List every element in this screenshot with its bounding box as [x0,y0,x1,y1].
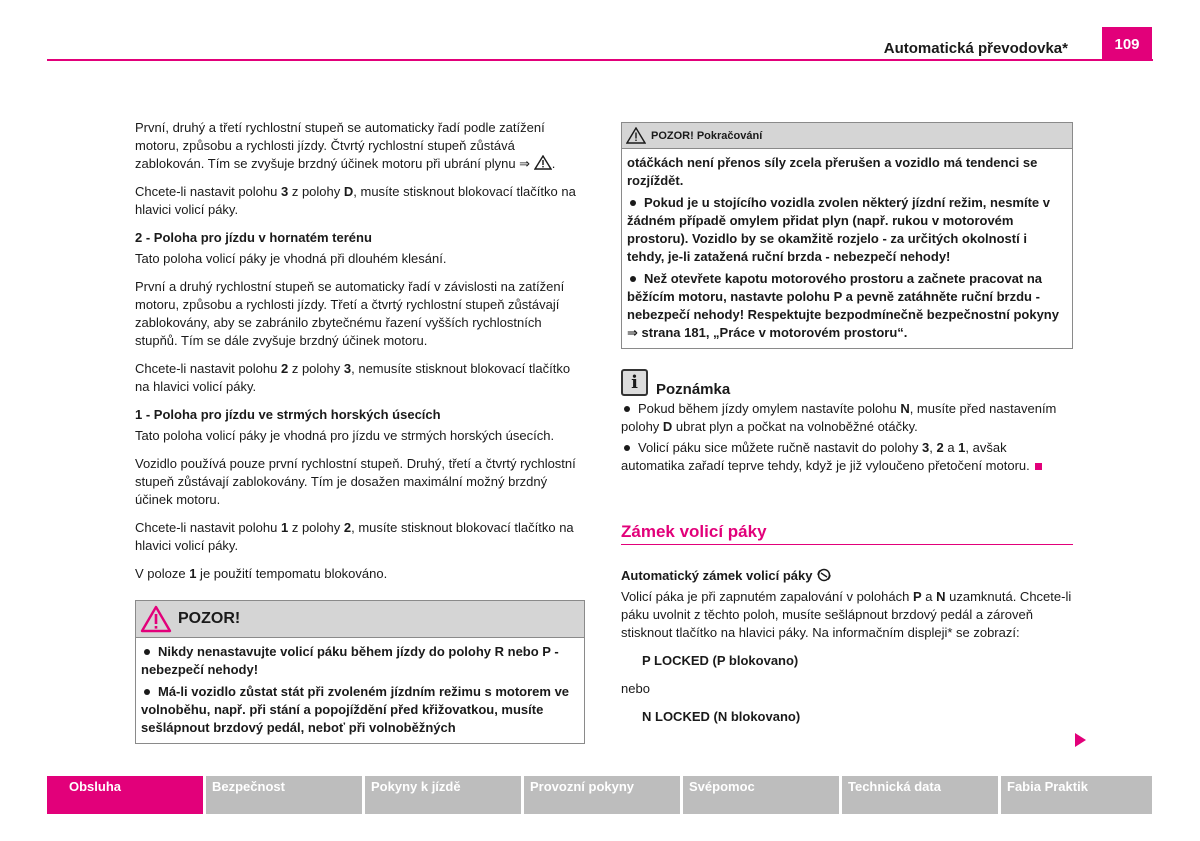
nav-tab-provozni-pokyny[interactable]: Provozní pokyny [524,776,680,814]
footer-nav [47,776,1152,814]
warning-box [135,600,585,744]
section-heading: Zámek volicí páky [621,523,1073,545]
subheading-lock: Automatický zámek volicí páky [621,567,1073,585]
subheading-position-2: 2 - Poloha pro jízdu v hornatém terénu [135,230,372,245]
left-column [135,119,585,744]
note-item: Pokud během jízdy omylem nastavíte polohu N, musíte před nastavením polohy D ubrat plyn a počkat na volnoběžné otáčky. [621,401,1057,434]
warning-box-header [622,123,1072,149]
paragraph: V poloze 1 je použití tempomatu blokováno. [135,566,388,581]
warning-box-continued [621,122,1073,349]
paragraph: Tato poloha volicí páky je vhodná při dlouhém klesání. [135,251,447,266]
warning-item: Má-li vozidlo zůstat stát při zvoleném jízdním režimu s motorem ve volnoběhu, např. při stání a popojíždění před křižovatkou, musíte sešlápnout brzdový pedál, neboť při volnoběžných [141,684,570,735]
warning-triangle-icon [534,155,552,170]
paragraph: Chcete-li nastavit polohu 2 z polohy 3, nemusíte stisknout blokovací tlačítko na hlavici volicí páky. [135,361,571,394]
warning-triangle-icon [140,605,172,633]
warning-item: Pokud je u stojícího vozidla zvolen některý jízdní režim, nesmíte v žádném případě omylem přidat plyn (např. rukou v motorovém prostoru). Vozidlo by se okamžitě rozjelo - za určitých okolností i tehdy, je-li zatažená ruční brzda - nebezpečí nehody! [627,195,1050,264]
page-number: 109 [1102,27,1152,61]
info-note-icon: i [621,369,648,396]
paragraph: První a druhý rychlostní stupeň se automaticky řadí v závislosti na zatížení motoru, způsobu a rychlosti jízdy. Třetí a čtvrtý rychlostní stupeň zůstávají zablokovány, aby se zabránilo zbytečnému řazení vyšších rychlostních stupňů. Tím se dále zvyšuje brzdný účinek motoru. [135,279,565,348]
lock-icon [816,568,832,582]
warning-title: POZOR! [178,610,241,627]
page-header-title: Automatická převodovka* [883,40,1068,57]
paragraph: Volicí páka je při zapnutém zapalování v polohách P a N uzamknutá. Chcete-li páku uvolnit z těchto poloh, musíte sešlápnout brzdový pedál a zároveň stisknout tlačítko na hlavici páky. Na informačním displeji* se zobrazí: [621,589,1072,640]
nav-tab-bezpecnost[interactable]: Bezpečnost [206,776,362,814]
display-message-n: N LOCKED (N blokovano) [642,709,801,724]
subheading-position-1: 1 - Poloha pro jízdu ve strmých horských úsecích [135,407,441,422]
right-column [621,122,1073,736]
warning-triangle-icon [626,127,646,144]
note-title: Poznámka [656,381,731,398]
nav-tab-pokyny-k-jizde[interactable]: Pokyny k jízdě [365,776,521,814]
note-item: Volicí páku sice můžete ručně nastavit do polohy 3, 2 a 1, avšak automatika zařadí teprve tehdy, když je již vyloučeno přetočení motoru. [621,439,1073,475]
header-rule [47,59,1153,61]
paragraph: Tato poloha volicí páky je vhodná pro jízdu ve strmých horských úsecích. [135,428,555,443]
display-message-p: P LOCKED (P blokovano) [642,653,799,668]
nav-tab-fabia-praktik[interactable]: Fabia Praktik [1001,776,1152,814]
end-of-section-marker [1035,463,1042,470]
nav-tab-obsluha[interactable]: Obsluha [47,776,203,814]
paragraph: Chcete-li nastavit polohu 1 z polohy 2, musíte stisknout blokovací tlačítko na hlavici volicí páky. [135,520,574,553]
paragraph: První, druhý a třetí rychlostní stupeň se automaticky řadí podle zatížení motoru, způsobu a rychlosti jízdy. Čtvrtý rychlostní stupeň zůstává zablokován. Tím se zvyšuje brzdný účinek motoru při ubrání plynu ⇒ . [135,120,556,171]
warning-box-header [136,601,584,638]
warning-title: POZOR! Pokračování [651,129,763,142]
next-page-arrow-icon[interactable] [1075,733,1086,747]
note-box [621,369,1073,475]
warning-continuation: otáčkách není přenos síly zcela přerušen a vozidlo má tendenci se rozjíždět. [627,155,1038,188]
nav-tab-svepomoc[interactable]: Svépomoc [683,776,839,814]
nav-tab-technicka-data[interactable]: Technická data [842,776,998,814]
paragraph-or: nebo [621,681,650,696]
paragraph: Vozidlo používá pouze první rychlostní stupeň. Druhý, třetí a čtvrtý rychlostní stupeň zůstávají zablokovány. Tím je dosažen maximální možný brzdný účinek motoru. [135,456,576,507]
warning-item: Než otevřete kapotu motorového prostoru a začnete pracovat na běžícím motoru, nastavte polohu P a pevně zatáhněte ruční brzdu - nebezpečí nehody! Respektujte bezpodmínečně bezpečnostní pokyny ⇒ strana 181, „Práce v motorovém prostoru“. [627,271,1059,340]
warning-item: Nikdy nenastavujte volicí páku během jízdy do polohy R nebo P - nebezpečí nehody! [141,644,559,677]
paragraph: Chcete-li nastavit polohu 3 z polohy D, musíte stisknout blokovací tlačítko na hlavici volicí páky. [135,184,576,217]
